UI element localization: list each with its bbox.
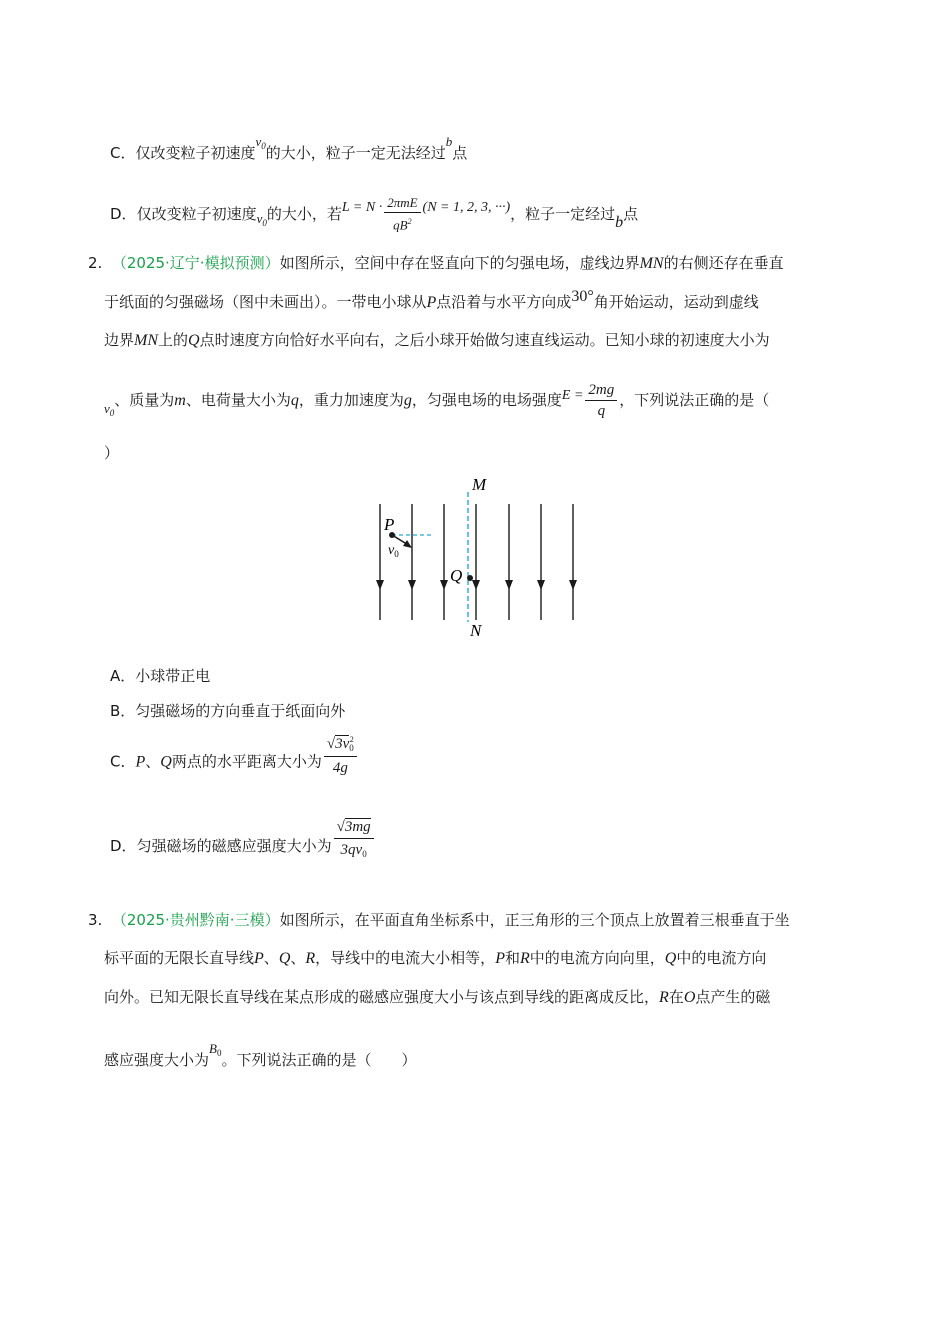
distance-fraction: $\frac{√3v_0^2}{4g}$ — [324, 730, 357, 778]
q2-option-a: A．小球带正电 — [110, 667, 211, 685]
magnetic-field-fraction: $\frac{√3mg}{3qv_0}$ — [334, 817, 374, 861]
field-arrowheads — [376, 580, 577, 590]
q2-field-figure — [362, 472, 602, 642]
q3-stem-line-1: 3. （2025·贵州黔南·三模）如图所示，在平面直角坐标系中，正三角形的三个顶点上放置着三根垂直于坐 — [88, 911, 790, 929]
formula-fraction: $\frac{\text{2πmE}}{qB^2}$ — [384, 195, 420, 233]
q2-stem-line-2: 于纸面的匀强磁场（图中未画出）。一带电小球从P点沿着与水平方向成30°角开始运动，运动到虚线 — [104, 288, 759, 311]
q1-option-c: C．仅改变粒子初速度$v_0$的大小，粒子一定无法经过b点 — [110, 134, 468, 162]
q2-option-c: C．P、Q两点的水平距离大小为 $\frac{√3v_0^2}{4g}$ — [110, 738, 359, 786]
v0-symbol: $v_0$ — [256, 211, 267, 228]
q2-stem-line-1: 2. （2025·辽宁·模拟预测）如图所示，空间中存在竖直向下的匀强电场，虚线边界MN的右侧还存在垂直 — [88, 254, 784, 272]
b0-symbol: $B_0$ — [209, 1041, 222, 1058]
question-source: （2025·贵州黔南·三模） — [111, 911, 280, 929]
label-n: N — [470, 621, 482, 640]
q2-option-d: D．匀强磁场的磁感应强度大小为 $\frac{√3mg}{3qv_0}$ — [110, 824, 376, 869]
label-m: M — [472, 475, 487, 494]
q3-stem-line-2: 标平面的无限长直导线P、Q、R，导线中的电流大小相等，P和R中的电流方向向里，Q中的电流方向 — [104, 949, 767, 967]
electric-field-lines — [380, 504, 573, 620]
q3-stem-line-4: 感应强度大小为$B_0$。下列说法正确的是（ ） — [104, 1041, 417, 1069]
q3-stem-line-3: 向外。已知无限长直导线在某点形成的磁感应强度大小与该点到导线的距离成反比，R在O点产生的磁 — [104, 988, 771, 1006]
question-source: （2025·辽宁·模拟预测） — [111, 254, 280, 272]
q2-stem-line-5: ） — [104, 444, 120, 462]
point-q-dot — [467, 575, 473, 581]
v0-symbol: $v_0$ — [255, 134, 266, 151]
q1-option-d: D．仅改变粒子初速度$v_0$的大小，若L = N · $\frac{\text{2πmE}}{qB^2}$ (N = 1, 2, 3, ···)，粒子一定经过b点 — [110, 195, 639, 233]
field-strength-fraction: $\frac{2mg}{q}$ — [585, 381, 617, 420]
velocity-arrowhead — [403, 540, 412, 548]
q2-option-b: B．匀强磁场的方向垂直于纸面向外 — [110, 702, 346, 720]
v0-symbol: $v_0$ — [104, 401, 115, 418]
label-p: P — [384, 515, 395, 534]
q2-stem-line-3: 边界MN上的Q点时速度方向恰好水平向右，之后小球开始做匀速直线运动。已知小球的初速度大小为 — [104, 331, 770, 349]
q2-stem-line-4: $v_0$、质量为m、电荷量大小为q，重力加速度为g，匀强电场的电场强度E = $\frac{2mg}{q}$ ，下列说法正确的是（ — [104, 382, 770, 419]
label-q: Q — [450, 566, 463, 585]
label-v0: $v_0$ — [388, 543, 399, 559]
